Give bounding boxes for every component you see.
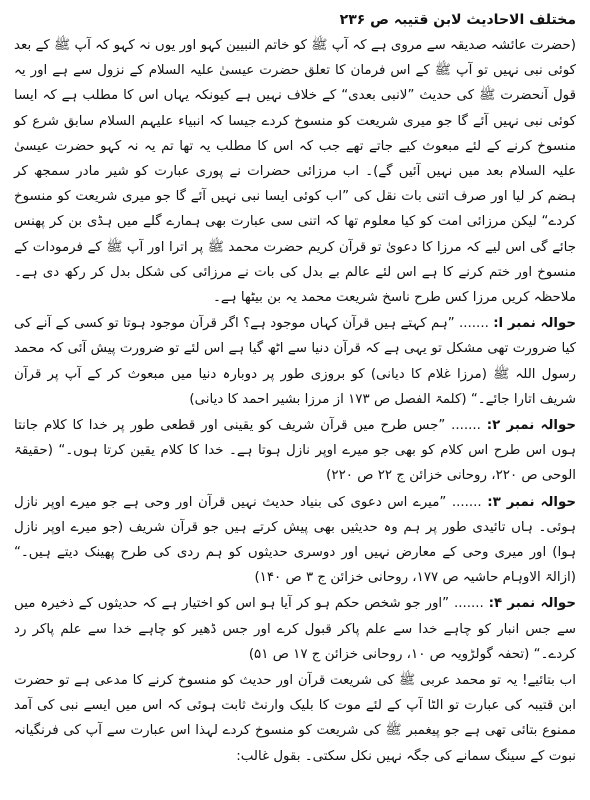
reference-dots: ....... bbox=[453, 596, 484, 612]
reference-2-text: ”جس طرح میں قرآن شریف کو یقینی اور قطعی طور پر خدا کا کلام جانتا ہوں اس طرح اس کلام کو بھی جو میرے اوپر نازل ہوتا ہے۔ خدا کا کلام یقین کرتا ہوں۔“ (حقیقۃ الوحی ص ۲۲۰، روحانی خزائن ج ۲۲ ص ۲۲۰) bbox=[14, 418, 576, 484]
reference-4-label: حوالہ نمبر ۴: bbox=[488, 596, 576, 612]
reference-2 bbox=[14, 413, 576, 489]
opening-paragraph: (حضرت عائشہ صدیقہ سے مروی ہے کہ آپ ﷺ کو خاتم النبیین کہو اور یوں نہ کہو کہ آپ ﷺ کے بعد کوئی نبی نہیں تو آپ ﷺ کے اس فرمان کا تعلق حضرت عیسیٰ علیہ السلام کے نزول سے ہے اور یہ قول آنحضرت ﷺ کی حدیث ”لانبی بعدی“ کے خلاف نہیں ہے کیونکہ یہاں اس کا مطلب ہے کہ ایسا کوئی نبی نہیں آئے گا جو میری شریعت کو منسوخ کردے جیسا کہ انبیاء علیہم السلام سابق شرع کو منسوخ کرنے کے لئے مبعوث کیے جاتے تھے جب کہ اس کا مطلب یہ تھا تم یہ نہ کہو حضرت عیسیٰ علیہ السلام بعد میں نہیں آئیں گے)۔ اب مرزائی حضرات نے پوری عبارت کو شیر مادر سمجھ کر ہضم کر لیا اور صرف اتنی بات نقل کی ”اب کوئی ایسا نبی نہیں آئے گا جو میری شریعت کو منسوخ کردے“ لیکن مرزائی امت کو کیا معلوم تھا کہ اتنی سی عبارت بھی ہمارے گلے میں ہڈی بن کر پھنس جائے گی اس لیے کہ مرزا کا دعویٰ تو قرآن کریم حضرت محمد ﷺ پر اترا اور آپ ﷺ کے فرمودات کے منسوخ اور ختم کرنے کا ہے اس لئے عالم بے بدل کی بات نے مرزائی کی شکل بدل کر رکھ دی ہے۔ ملاحظہ کریں مرزا کس طرح ناسخ شریعت محمد یہ بن بیٹھا ہے۔ bbox=[14, 38, 576, 306]
reference-4-text: ”اور جو شخص حکم ہو کر آیا ہو اس کو اختیار ہے کہ حدیثوں کے ذخیرہ میں سے جس انبار کو چاہے خدا سے علم پاکر قبول کرے اور جس ڈھیر کو چاہے خدا سے علم پاکر رد کردے۔“ (تحفہ گولڑویہ ص ۱۰، روحانی خزائن ج ۱۷ ص ۵۱) bbox=[14, 596, 576, 662]
reference-3-text: ”میرے اس دعوی کی بنیاد حدیث نہیں قرآن اور وحی ہے جو میرے اوپر نازل ہوئی۔ ہاں تائیدی طور پر ہم وہ حدیثیں بھی پیش کرتے ہیں جو قرآن شریف (جو میرے اوپر نازل ہوا) اور میری وحی کے معارض نہیں اور دوسری حدیثوں کو ہم ردی کی طرح پھینک دیتے ہیں۔“ (ازالۃ الاوہام حاشیہ ص ۱۷۷، روحانی خزائن ج ۳ ص ۱۴۰) bbox=[14, 494, 576, 586]
reference-2-label: حوالہ نمبر ۲: bbox=[486, 418, 577, 434]
reference-1-text: ”ہم کہتے ہیں قرآن کہاں موجود ہے؟ اگر قرآن موجود ہوتا تو کسی کے آنے کی کیا ضرورت تھی مشکل تو یہی ہے کہ قرآن دنیا سے اٹھ گیا ہے اس لئے تو ضرورت پیش آئی کہ محمد رسول اللہ ﷺ (مرزا غلام کا دیانی) کو بروزی طور پر دوبارہ دنیا میں مبعوث کر کے آپ پر قرآن شریف اتارا جائے۔“ (کلمۃ الفصل ص ۱۷۳ از مرزا بشیر احمد کا دیانی) bbox=[14, 316, 576, 407]
reference-1-label: حوالہ نمبر ا: bbox=[493, 316, 576, 332]
closing-paragraph: اب بتائیے! یہ تو محمد عربی ﷺ کی شریعت قرآن اور حدیث کو منسوخ کرنے کا مدعی ہے تو حضرت ابن قتیبہ کی عبارت تو الٹا آپ کے لئے موت کا بلیک وارنٹ ثابت ہوئی کہ اس میں ایسے نبی کی آمد ممنوع بتائی تھی ہے جو پیغمبر ﷺ کی شریعت کو منسوخ کردے لہذا اس عبارت سے آپ کی فرنگیانہ نبوت کے سینگ سمانے کی جگہ نہیں نکل سکتی۔ بقول غالب: bbox=[14, 673, 576, 764]
reference-3 bbox=[14, 490, 576, 591]
reference-4 bbox=[14, 591, 576, 667]
source-heading: مختلف الاحادیث لابن قتیبہ ص ۲۳۶ bbox=[339, 12, 576, 28]
reference-dots: ....... bbox=[451, 418, 481, 434]
reference-3-label: حوالہ نمبر ۳: bbox=[487, 494, 576, 510]
reference-dots: ....... bbox=[451, 494, 482, 510]
reference-1 bbox=[14, 311, 576, 412]
reference-dots: ....... bbox=[459, 316, 489, 332]
